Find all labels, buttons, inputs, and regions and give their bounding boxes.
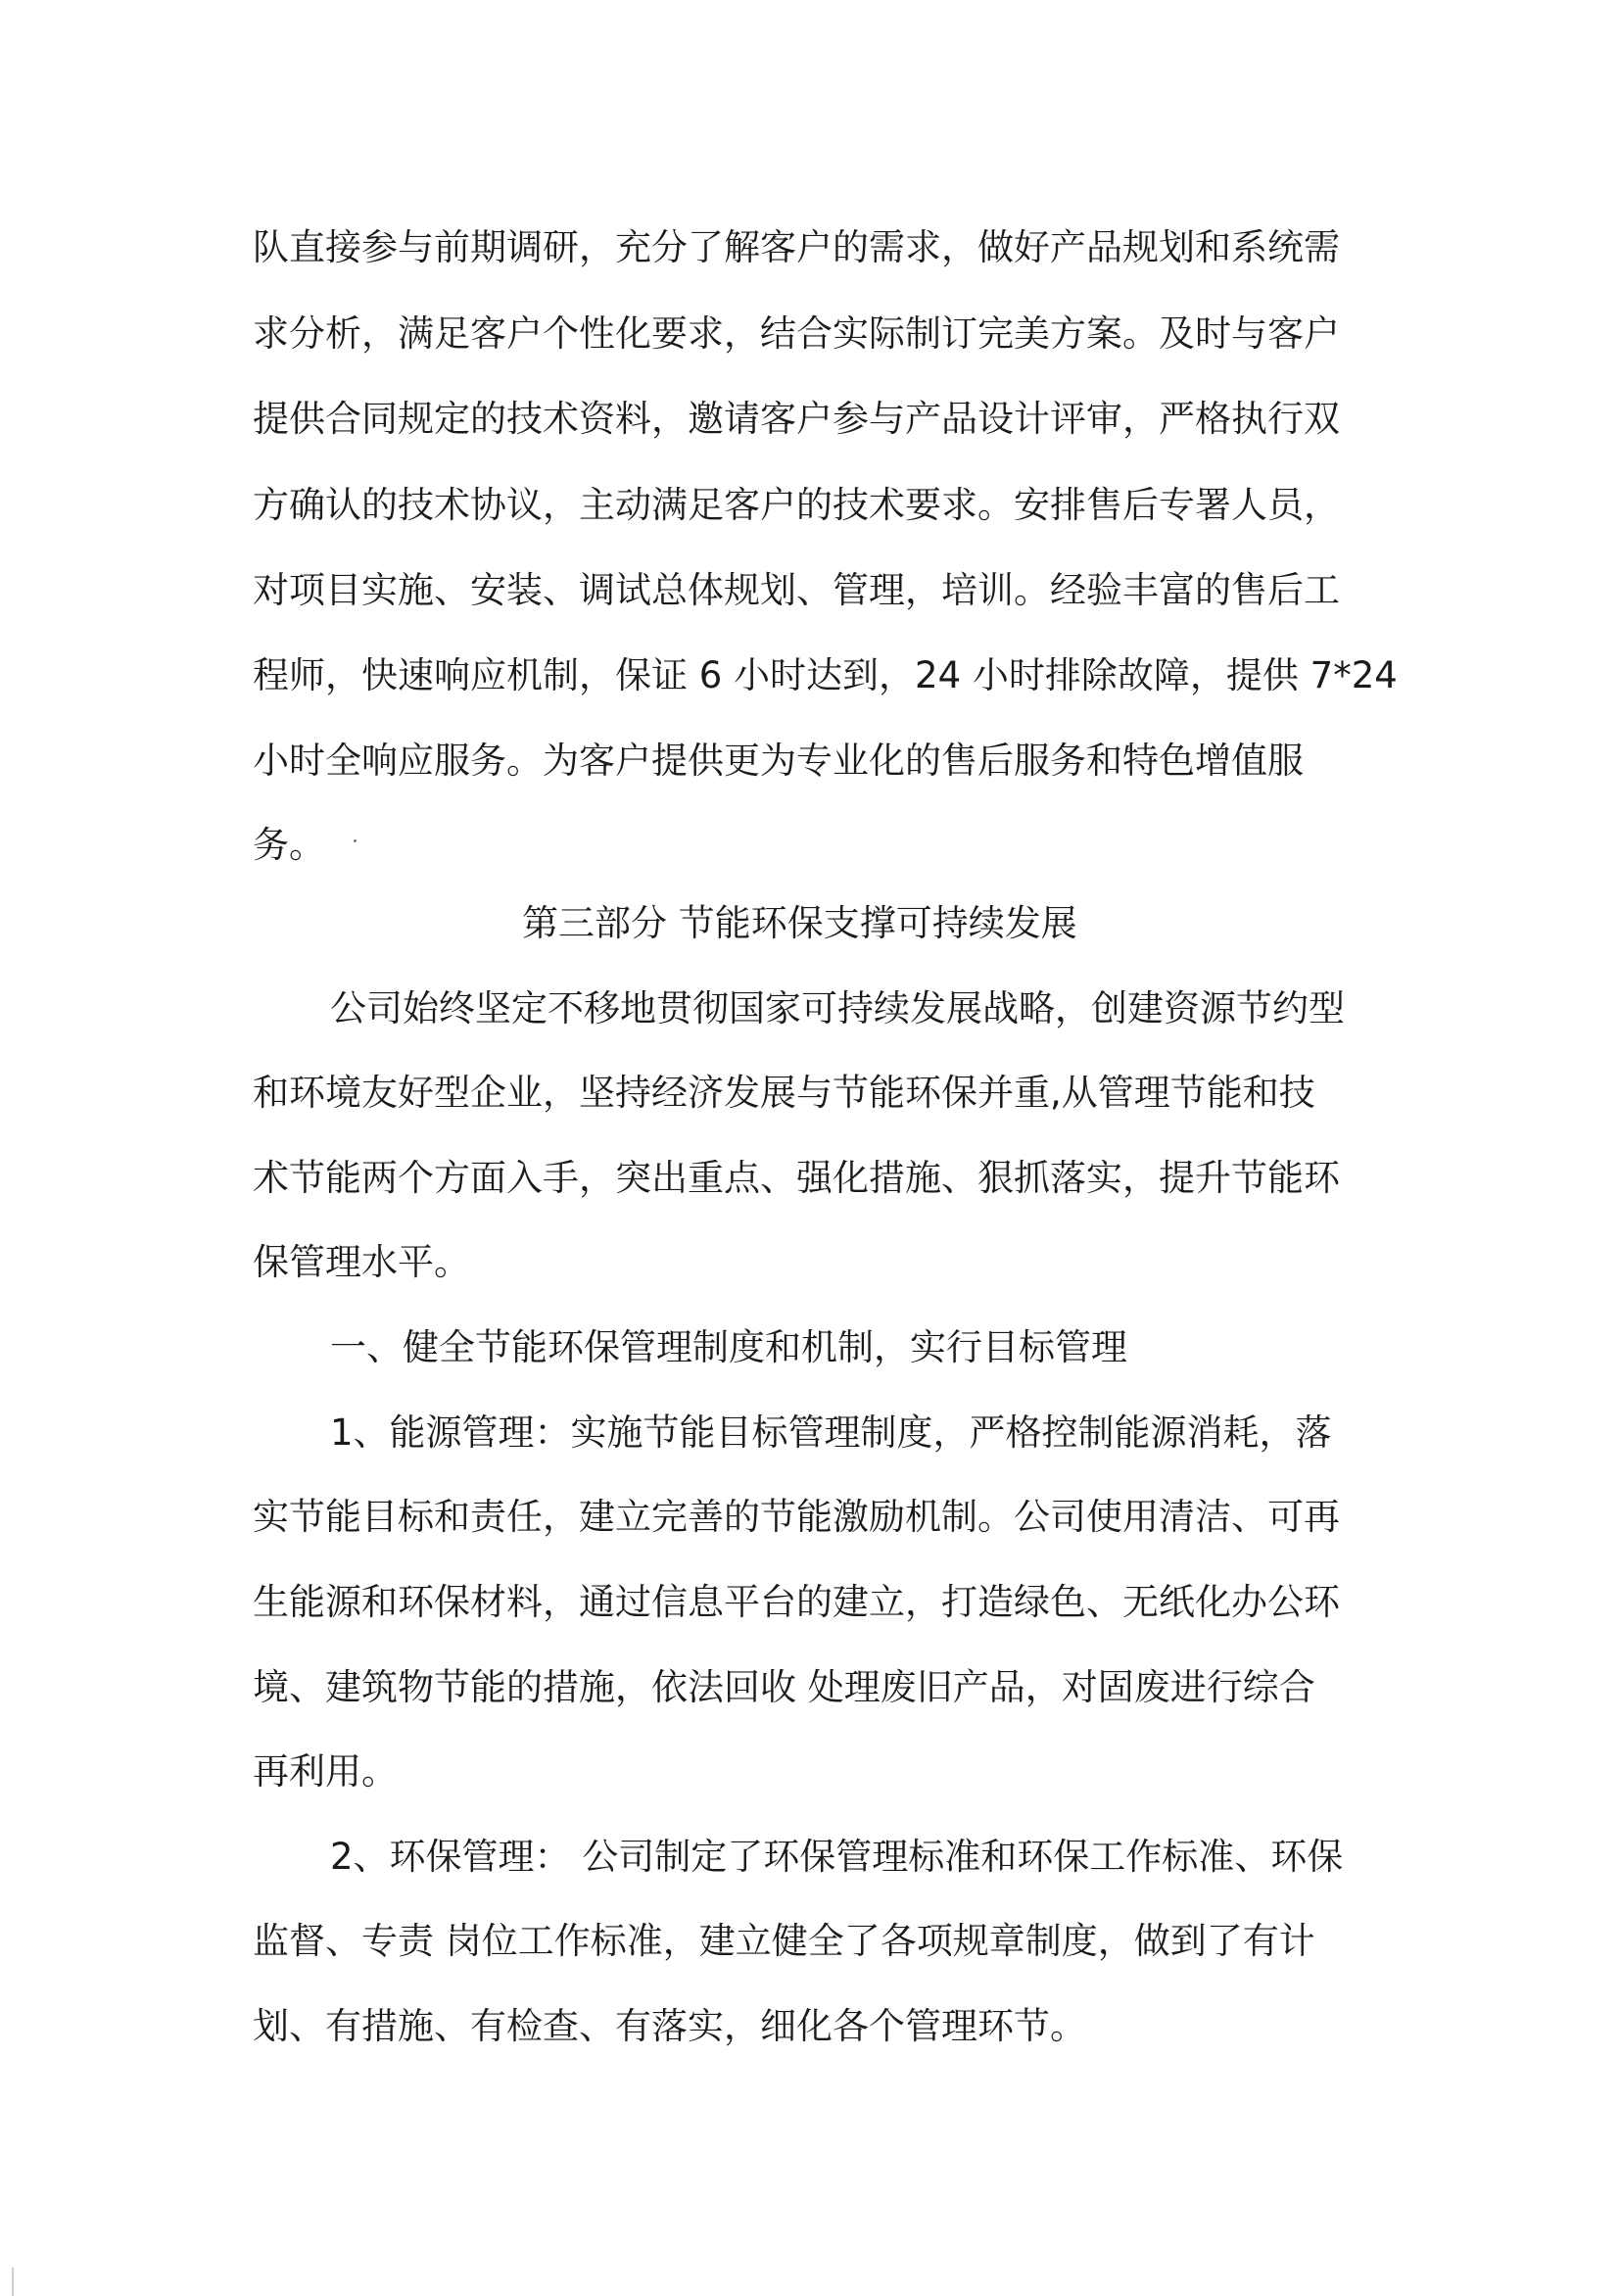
paragraph-first-line: 1、能源管理：实施节能目标管理制度，严格控制能源消耗，落 [330, 1411, 1332, 1454]
body-text-line: 划、有措施、有检查、有落实，细化各个管理环节。 [253, 2005, 1086, 2047]
body-text-line: 和环境友好型企业，坚持经济发展与节能环保并重,从管理节能和技 [253, 1072, 1315, 1114]
body-text-line: 小时全响应服务。为客户提供更为专业化的售后服务和特色增值服 [253, 740, 1304, 782]
scan-edge-mark [12, 2268, 14, 2296]
body-text-line: 队直接参与前期调研，充分了解客户的需求，做好产品规划和系统需 [253, 226, 1340, 268]
body-text-line: 对项目实施、安装、调试总体规划、管理，培训。经验丰富的售后工 [253, 569, 1340, 611]
body-text-line: 监督、专责 岗位工作标准，建立健全了各项规章制度，做到了有计 [253, 1920, 1315, 1962]
section-heading: 第三部分 节能环保支撑可持续发展 [522, 902, 1077, 944]
body-text-line: 实节能目标和责任，建立完善的节能激励机制。公司使用清洁、可再 [253, 1496, 1340, 1538]
paragraph-first-line: 公司始终坚定不移地贯彻国家可持续发展战略，创建资源节约型 [330, 987, 1345, 1029]
body-text-line: 境、建筑物节能的措施，依法回收 处理废旧产品，对固废进行综合 [253, 1666, 1315, 1708]
body-text-line: 生能源和环保材料，通过信息平台的建立，打造绿色、无纸化办公环 [253, 1581, 1340, 1623]
body-text-line: 保管理水平。 [253, 1241, 470, 1283]
body-text-line: 程师，快速响应机制，保证 6 小时达到，24 小时排除故障，提供 7*24 [253, 654, 1398, 696]
body-text-line: 务。 [253, 824, 325, 866]
body-text-line: 求分析，满足客户个性化要求，结合实际制订完美方案。及时与客户 [253, 312, 1340, 355]
paragraph-first-line: 2、环保管理： 公司制定了环保管理标准和环保工作标准、环保 [330, 1836, 1344, 1878]
subheading: 一、健全节能环保管理制度和机制，实行目标管理 [330, 1326, 1127, 1368]
body-text-line: 提供合同规定的技术资料，邀请客户参与产品设计评审，严格执行双 [253, 398, 1340, 440]
scan-speck [354, 839, 357, 842]
body-text-line: 再利用。 [253, 1750, 398, 1793]
body-text-line: 术节能两个方面入手，突出重点、强化措施、狠抓落实，提升节能环 [253, 1157, 1340, 1199]
body-text-line: 方确认的技术协议，主动满足客户的技术要求。安排售后专署人员， [253, 484, 1340, 526]
